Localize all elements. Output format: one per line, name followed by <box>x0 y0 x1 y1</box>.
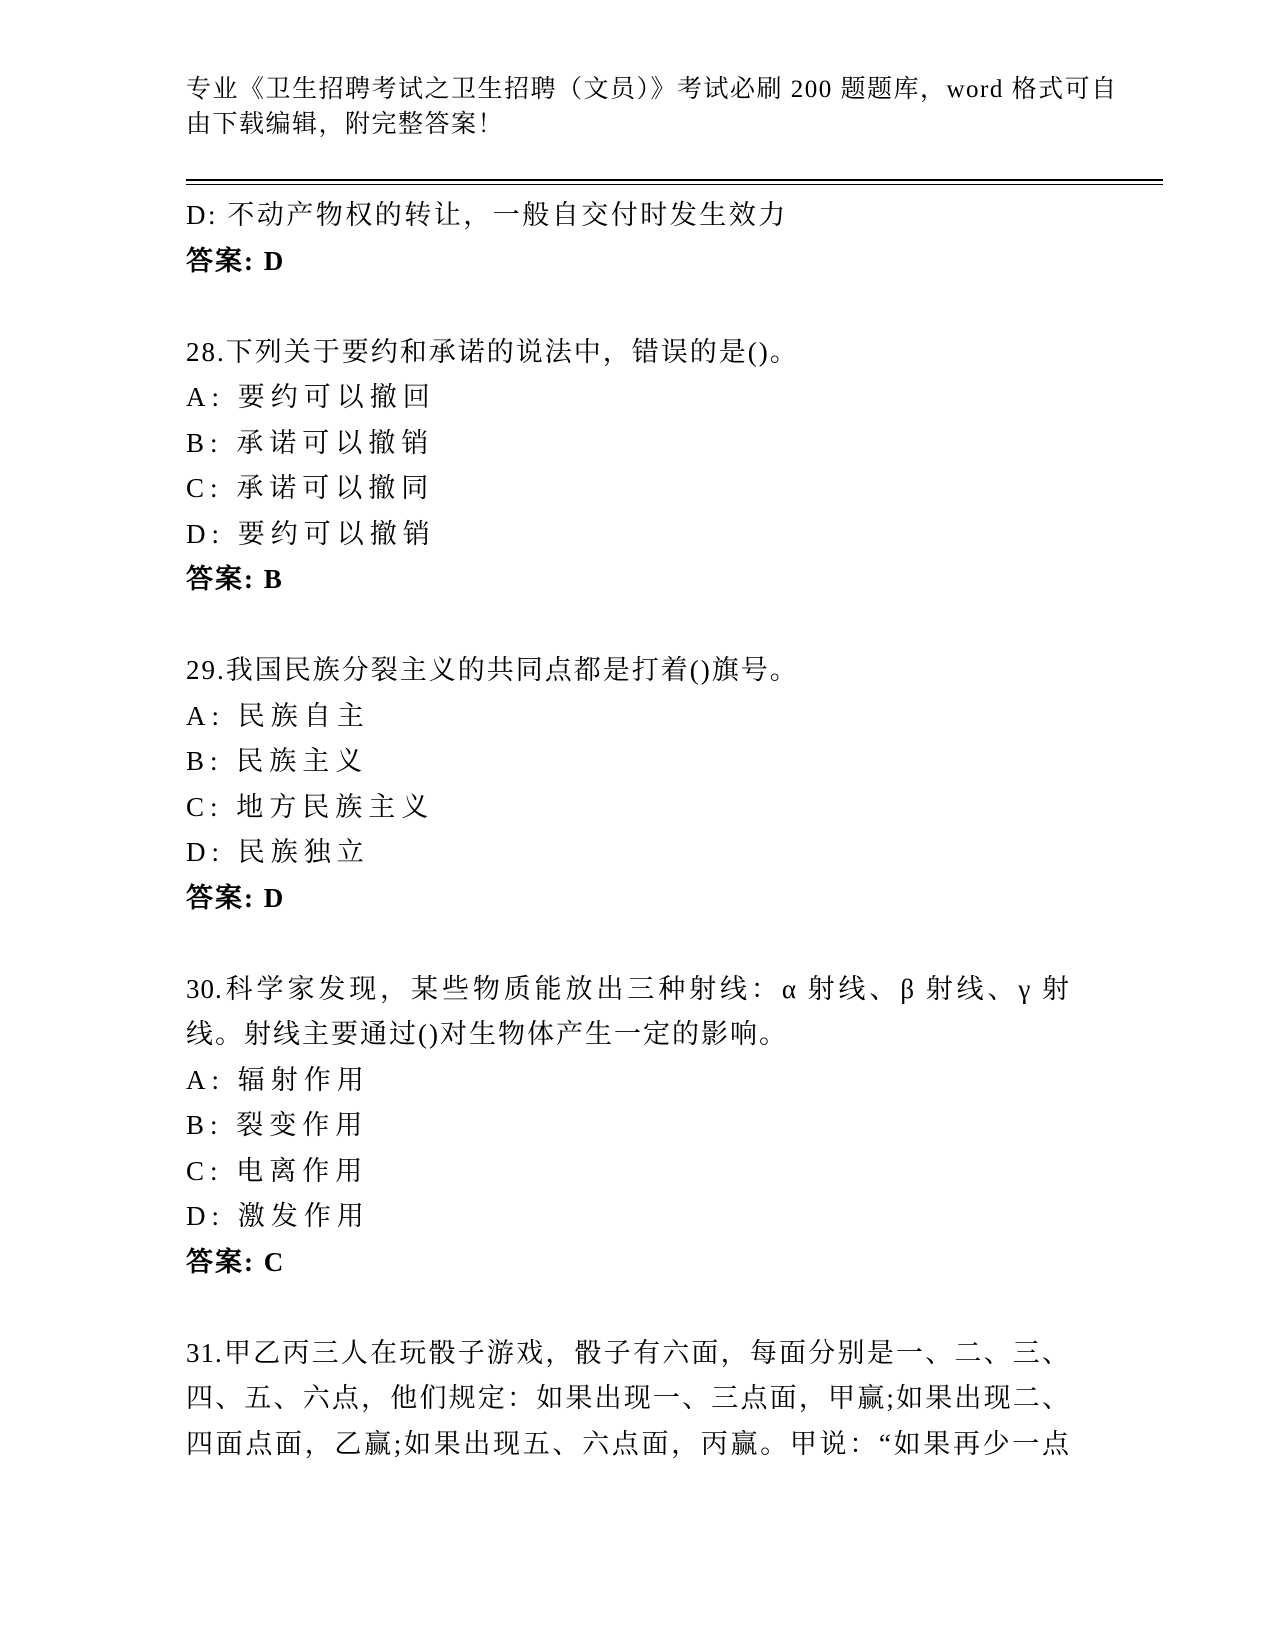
text-line: 四面点面，乙赢;如果出现五、六点面，丙赢。甲说：“如果再少一点 <box>186 1428 1070 1459</box>
document-body <box>186 193 1070 1467</box>
blank-line <box>186 603 1070 649</box>
text-line: 29.我国民族分裂主义的共同点都是打着()旗号。 <box>186 655 799 685</box>
text-line: A: 辐射作用 <box>186 1064 370 1095</box>
text-line: C: 地方民族主义 <box>186 791 435 822</box>
page-header <box>186 72 1164 142</box>
text-line: 31.甲乙丙三人在玩骰子游戏，骰子有六面，每面分别是一、二、三、 <box>186 1337 1070 1368</box>
text-line: C: 承诺可以撤同 <box>186 473 435 503</box>
text-line: B: 民族主义 <box>186 746 369 776</box>
text-line: A: 民族自主 <box>186 700 370 731</box>
text-line: 答案: D <box>186 245 286 276</box>
header-rule-divider <box>186 179 1163 185</box>
text-line: 线。射线主要通过()对生物体产生一定的影响。 <box>186 1019 788 1049</box>
text-line: B: 承诺可以撤销 <box>186 427 435 458</box>
text-line: A: 要约可以撤回 <box>186 382 436 412</box>
blank-line <box>186 284 1070 330</box>
text-line: 28.下列关于要约和承诺的说法中，错误的是()。 <box>186 336 799 367</box>
text-line: D: 要约可以撤销 <box>186 518 436 549</box>
text-line: D: 激发作用 <box>186 1201 370 1231</box>
text-line: D: 民族独立 <box>186 837 370 867</box>
text-line: 答案: C <box>186 1246 286 1277</box>
text-line: 答案: B <box>186 564 284 594</box>
text-line: D: 不动产物权的转让，一般自交付时发生效力 <box>186 200 788 230</box>
text-line: 四、五、六点，他们规定：如果出现一、三点面，甲赢;如果出现二、 <box>186 1383 1070 1413</box>
text-line: 30.科学家发现，某些物质能放出三种射线：α 射线、β 射线、γ 射 <box>186 973 1070 1004</box>
header-text-line-1: 专业《卫生招聘考试之卫生招聘（文员）》考试必刷 200 题题库，word 格式可自 <box>186 76 1118 103</box>
blank-line <box>186 921 1070 967</box>
text-line: B: 裂变作用 <box>186 1110 369 1140</box>
header-text-line-2: 由下载编辑，附完整答案！ <box>186 111 505 138</box>
blank-line <box>186 1285 1070 1331</box>
text-line: 答案: D <box>186 882 286 913</box>
text-line: C: 电离作用 <box>186 1155 369 1186</box>
